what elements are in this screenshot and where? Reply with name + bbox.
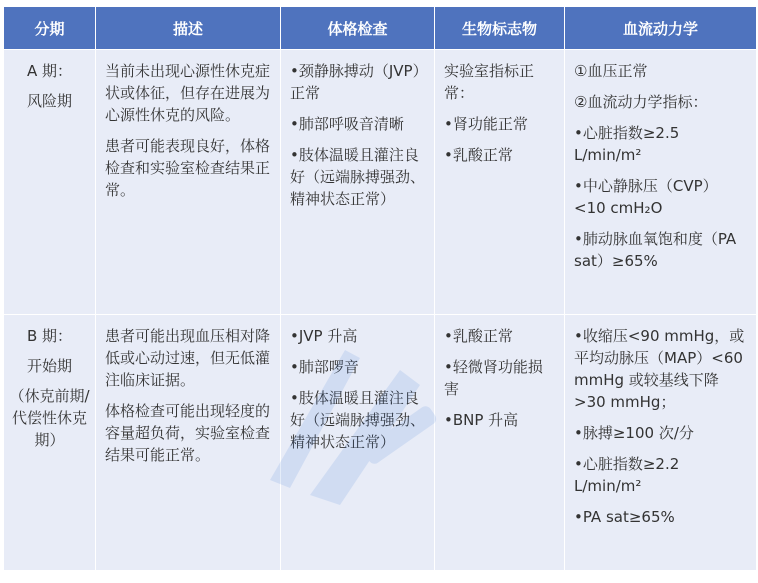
stage-name: A 期： [26, 62, 73, 80]
hemodynamics-item: ②血流动力学指标： [574, 93, 708, 111]
stage-note: （休克前期/代偿性休克期） [9, 387, 90, 449]
biomarker-item: •轻微肾功能损害 [444, 358, 543, 398]
hemodynamics-cell [565, 50, 757, 315]
table-header-row [4, 7, 757, 50]
stage-cell [4, 50, 96, 315]
hemodynamics-item: •收缩压<90 mmHg，或平均动脉压（MAP）<60 mmHg 或较基线下降>30 mmHg； [574, 327, 745, 411]
exam-item: •颈静脉搏动（JVP）正常 [290, 62, 421, 102]
description-text: 患者可能出现血压相对降低或心动过速，但无低灌注临床证据。 [105, 327, 271, 389]
header-physical-exam: 体格检查 [281, 7, 435, 50]
biomarker-item: •BNP 升高 [444, 411, 519, 429]
hemodynamics-item: ①血压正常 [574, 62, 648, 80]
stage-label: 风险期 [26, 92, 72, 110]
biomarker-item: •乳酸正常 [444, 327, 513, 345]
hemodynamics-item: •PA sat≥65% [574, 508, 675, 526]
header-description: 描述 [96, 7, 281, 50]
stage-name: B 期： [26, 327, 73, 345]
description-text: 体格检查可能出现轻度的容量超负荷，实验室检查结果可能正常。 [105, 402, 271, 464]
description-cell [96, 50, 281, 315]
exam-cell [281, 315, 435, 571]
exam-cell [281, 50, 435, 315]
cardiogenic-shock-stage-table [3, 6, 757, 571]
hemodynamics-item: •心脏指数≥2.2 L/min/m² [574, 455, 680, 495]
exam-item: •肢体温暖且灌注良好（远端脉搏强劲、精神状态正常） [290, 146, 426, 208]
header-stage: 分期 [4, 7, 96, 50]
biomarker-item: 实验室指标正常： [444, 62, 535, 102]
hemodynamics-item: •肺动脉血氧饱和度（PA sat）≥65% [574, 230, 737, 270]
table-row [4, 50, 757, 315]
description-text: 当前未出现心源性休克症状或体征，但存在进展为心源性休克的风险。 [105, 62, 271, 124]
biomarker-cell [435, 50, 565, 315]
stage-cell [4, 315, 96, 571]
header-biomarkers: 生物标志物 [435, 7, 565, 50]
exam-item: •肺部啰音 [290, 358, 359, 376]
header-hemodynamics: 血流动力学 [565, 7, 757, 50]
biomarker-item: •肾功能正常 [444, 115, 528, 133]
biomarker-item: •乳酸正常 [444, 146, 513, 164]
description-cell [96, 315, 281, 571]
exam-item: •JVP 升高 [290, 327, 358, 345]
exam-item: •肺部呼吸音清晰 [290, 115, 404, 133]
table-row [4, 315, 757, 571]
description-text: 患者可能表现良好，体格检查和实验室检查结果正常。 [105, 137, 271, 199]
hemodynamics-item: •脉搏≥100 次/分 [574, 424, 694, 442]
hemodynamics-item: •中心静脉压（CVP）<10 cmH₂O [574, 177, 718, 217]
exam-item: •肢体温暖且灌注良好（远端脉搏强劲、精神状态正常） [290, 389, 426, 451]
biomarker-cell [435, 315, 565, 571]
stage-label: 开始期 [26, 357, 72, 375]
hemodynamics-cell [565, 315, 757, 571]
hemodynamics-item: •心脏指数≥2.5 L/min/m² [574, 124, 680, 164]
